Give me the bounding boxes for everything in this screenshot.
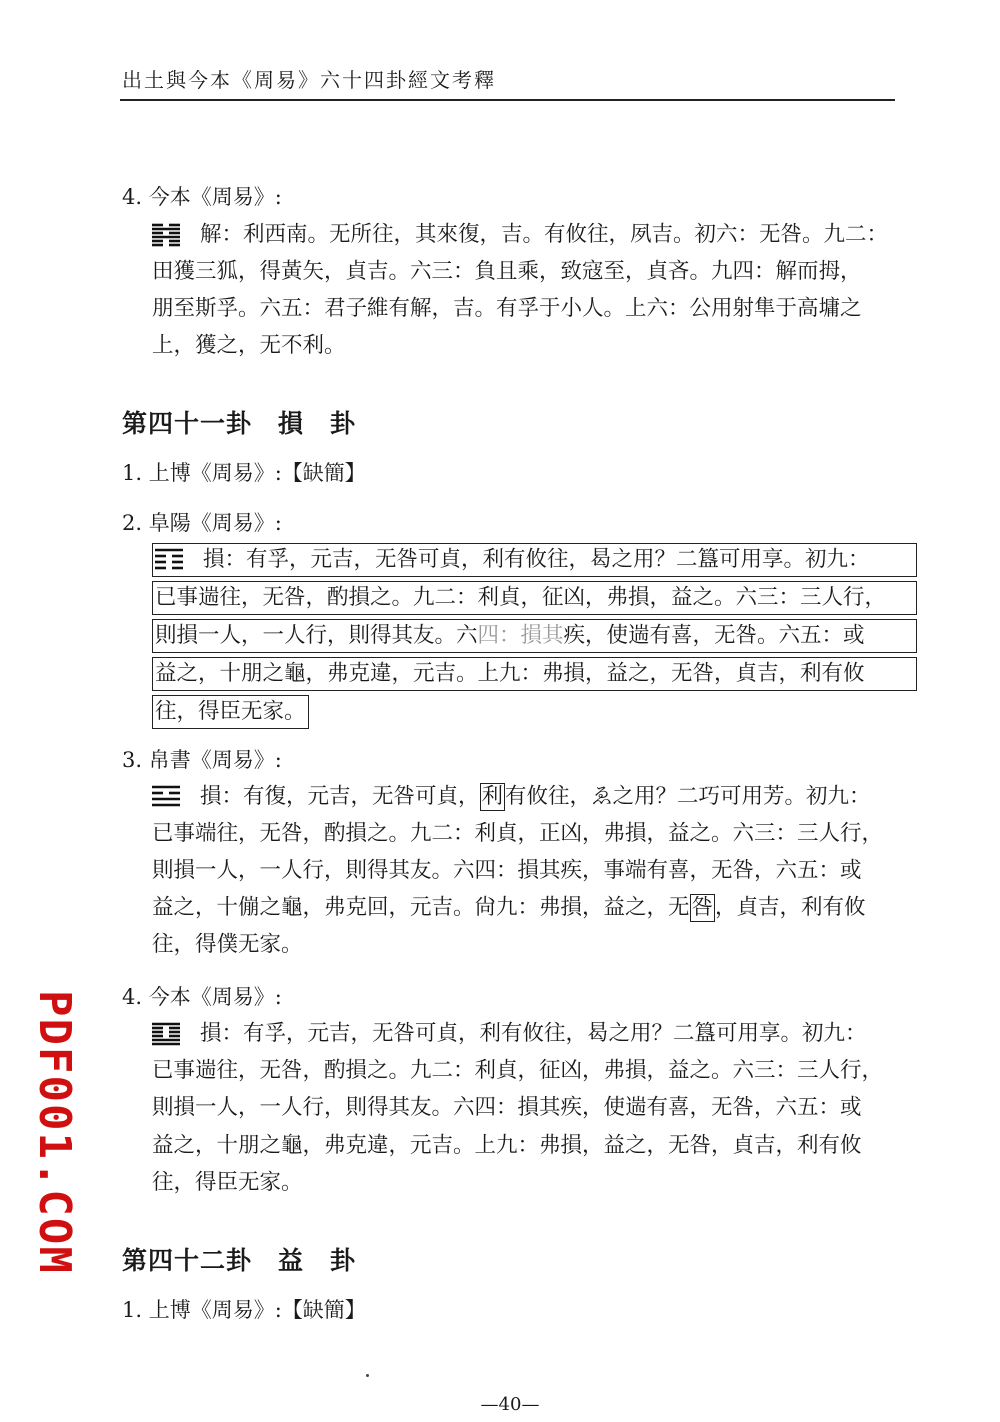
text-line: 損：有孚，元吉，无咎可貞，利有攸往，曷之用？二簋可用享。初九： xyxy=(152,1018,867,1050)
section-label: 2. 阜陽《周易》: xyxy=(122,511,282,535)
text-line: 已事遄往，无咎，酌損之。九二：利貞，征凶，弗損，益之。六三：三人行， xyxy=(152,1058,884,1083)
header-rule xyxy=(120,99,895,101)
boxed-character: 利 xyxy=(481,784,504,809)
boxed-text-line: 往，得臣无家。 xyxy=(152,695,309,729)
boxed-character: 咎 xyxy=(691,895,714,920)
section-label: 3. 帛書《周易》: xyxy=(122,748,282,772)
text-line: 朋至斯孚。六五：君子維有解，吉。有孚于小人。上六：公用射隼于高墉之 xyxy=(152,296,862,321)
text-line: 則損一人，一人行，則得其友。六四：損其疾，事端有喜，无咎，六五：或 xyxy=(152,858,862,883)
hexagram-heading: 第四十一卦 損 卦 xyxy=(122,409,357,438)
text-line: 益之，十傰之龜，弗克回，元吉。尙九：弗損，益之，无咎，貞吉，利有攸 xyxy=(152,895,866,920)
text-line: 已事端往，无咎，酌損之。九二：利貞，正凶，弗損，益之。六三：三人行， xyxy=(152,821,884,846)
page-number: —40— xyxy=(480,1394,540,1415)
text-line: 往，得僕无家。 xyxy=(152,932,303,957)
section-label: 1. 上博《周易》:【缺簡】 xyxy=(122,461,366,485)
hexagram-jie-icon xyxy=(152,223,180,247)
boxed-text-line: 益之，十朋之龜，弗克違，元吉。上九：弗損，益之，无咎，貞吉，利有攸 xyxy=(152,657,917,691)
print-speck xyxy=(366,1374,369,1377)
boxed-text-line: 已事遄往，无咎，酌損之。九二：利貞，征凶，弗損，益之。六三：三人行， xyxy=(152,581,917,615)
text-line: 田獲三狐，得黃矢，貞吉。六三：負且乘，致寇至，貞吝。九四：解而拇， xyxy=(152,259,862,284)
section-label: 4. 今本《周易》: xyxy=(122,985,282,1009)
text-line: 往，得臣无家。 xyxy=(152,1170,303,1195)
boxed-text-line: 則損一人，一人行，則得其友。六四：損其疾，使遄有喜，无咎。六五：或 xyxy=(152,619,917,653)
text-line: 益之，十朋之龜，弗克違，元吉。上九：弗損，益之，无咎，貞吉，利有攸 xyxy=(152,1133,862,1158)
boxed-text-line: 損：有孚，元吉，无咎可貞，利有攸往，曷之用？二簋可用享。初九： xyxy=(152,543,917,577)
text-line: 損：有復，元吉，无咎可貞，利有攸往，ゑ之用？二巧可用芳。初九： xyxy=(152,781,871,813)
hexagram-sun-icon xyxy=(155,548,183,572)
watermark: PDF001.COM xyxy=(29,990,80,1275)
text-line: 上，獲之，无不利。 xyxy=(152,333,346,358)
running-header: 出土與今本《周易》六十四卦經文考釋 xyxy=(122,68,496,92)
faded-text: 四：損其 xyxy=(477,623,564,648)
section-label: 1. 上博《周易》:【缺簡】 xyxy=(122,1298,366,1322)
hexagram-heading: 第四十二卦 益 卦 xyxy=(122,1246,357,1275)
text-line: 則損一人，一人行，則得其友。六四：損其疾，使遄有喜，无咎，六五：或 xyxy=(152,1095,862,1120)
hexagram-sun-icon xyxy=(152,785,180,809)
section-label: 4. 今本《周易》: xyxy=(122,185,282,209)
text-line: 解：利西南。无所往，其來復，吉。有攸往，夙吉。初六：无咎。九二： xyxy=(152,219,888,251)
hexagram-sun-icon xyxy=(152,1022,180,1046)
